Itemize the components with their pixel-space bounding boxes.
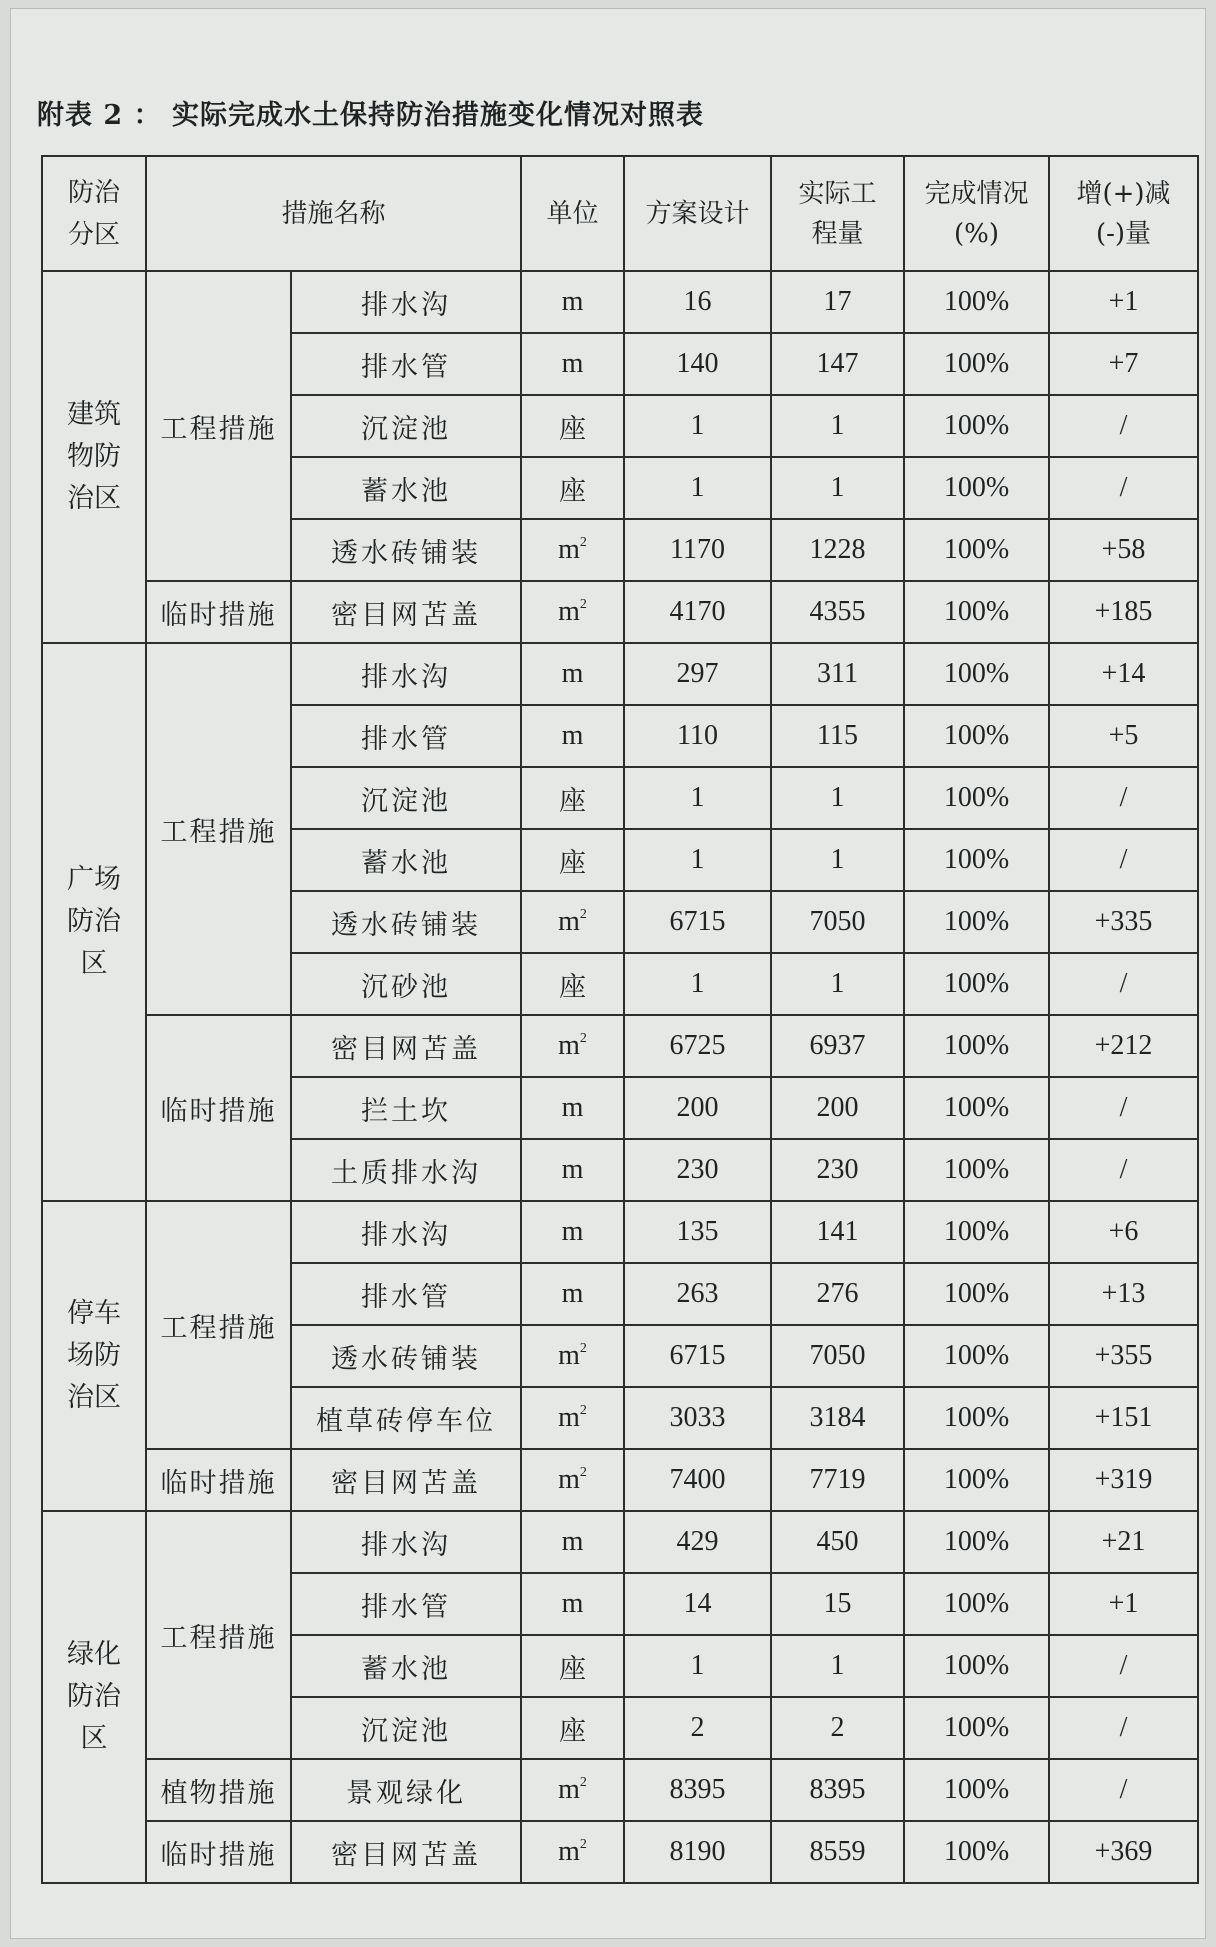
measure-name-cell: 土质排水沟	[291, 1139, 521, 1201]
diff-cell: /	[1049, 1759, 1198, 1821]
unit-cell: $m^2$	[521, 1325, 624, 1387]
diff-cell: +335	[1049, 891, 1198, 953]
table-row	[42, 1759, 1198, 1821]
table-body	[42, 271, 1198, 1883]
unit-cell: $m^2$	[521, 581, 624, 643]
actual-cell: 141	[771, 1201, 904, 1263]
category-cell: 临时措施	[146, 581, 291, 643]
table-row	[42, 1511, 1198, 1573]
plan-cell: 14	[624, 1573, 771, 1635]
unit-cell: 座	[521, 953, 624, 1015]
measure-name-cell: 排水管	[291, 1263, 521, 1325]
actual-cell: 17	[771, 271, 904, 333]
table-row	[42, 1821, 1198, 1883]
unit-cell: m	[521, 271, 624, 333]
table-row	[42, 1449, 1198, 1511]
measure-name-cell: 排水沟	[291, 643, 521, 705]
header-measure-name: 措施名称	[146, 156, 521, 271]
diff-cell: /	[1049, 829, 1198, 891]
unit-cell: m	[521, 333, 624, 395]
diff-cell: /	[1049, 953, 1198, 1015]
measure-name-cell: 蓄水池	[291, 457, 521, 519]
diff-cell: +5	[1049, 705, 1198, 767]
rate-cell: 100%	[904, 705, 1049, 767]
plan-cell: 140	[624, 333, 771, 395]
rate-cell: 100%	[904, 1573, 1049, 1635]
measures-comparison-table	[41, 155, 1199, 1884]
measure-name-cell: 透水砖铺装	[291, 1325, 521, 1387]
diff-cell: +7	[1049, 333, 1198, 395]
unit-cell: $m^2$	[521, 891, 624, 953]
rate-cell: 100%	[904, 581, 1049, 643]
diff-cell: +1	[1049, 271, 1198, 333]
diff-cell: +319	[1049, 1449, 1198, 1511]
document-page	[10, 8, 1206, 1939]
rate-cell: 100%	[904, 1201, 1049, 1263]
plan-cell: 1	[624, 953, 771, 1015]
plan-cell: 3033	[624, 1387, 771, 1449]
plan-cell: 1	[624, 829, 771, 891]
measure-name-cell: 排水沟	[291, 1201, 521, 1263]
unit-cell: m	[521, 1573, 624, 1635]
unit-cell: $m^2$	[521, 1015, 624, 1077]
measure-name-cell: 景观绿化	[291, 1759, 521, 1821]
unit-cell: m	[521, 1201, 624, 1263]
header-zone: 防治分区	[42, 156, 146, 271]
rate-cell: 100%	[904, 1697, 1049, 1759]
plan-cell: 6715	[624, 891, 771, 953]
actual-cell: 1	[771, 829, 904, 891]
table-row	[42, 271, 1198, 333]
diff-cell: +1	[1049, 1573, 1198, 1635]
measure-name-cell: 排水沟	[291, 1511, 521, 1573]
plan-cell: 6725	[624, 1015, 771, 1077]
rate-cell: 100%	[904, 767, 1049, 829]
measure-name-cell: 沉砂池	[291, 953, 521, 1015]
unit-cell: 座	[521, 829, 624, 891]
unit-cell: $m^2$	[521, 1759, 624, 1821]
diff-cell: /	[1049, 457, 1198, 519]
rate-cell: 100%	[904, 1139, 1049, 1201]
actual-cell: 450	[771, 1511, 904, 1573]
measure-name-cell: 沉淀池	[291, 1697, 521, 1759]
measure-name-cell: 透水砖铺装	[291, 891, 521, 953]
table-row	[42, 643, 1198, 705]
header-actual: 实际工程量	[771, 156, 904, 271]
rate-cell: 100%	[904, 1635, 1049, 1697]
zone-cell: 广场防治区	[42, 643, 146, 1201]
plan-cell: 200	[624, 1077, 771, 1139]
plan-cell: 263	[624, 1263, 771, 1325]
unit-cell: $m^2$	[521, 1449, 624, 1511]
unit-cell: 座	[521, 1635, 624, 1697]
diff-cell: +212	[1049, 1015, 1198, 1077]
table-row	[42, 1201, 1198, 1263]
plan-cell: 8395	[624, 1759, 771, 1821]
plan-cell: 16	[624, 271, 771, 333]
unit-cell: $m^2$	[521, 1821, 624, 1883]
table-title: 附表 2 ： 实际完成水土保持防治措施变化情况对照表	[37, 100, 704, 131]
measure-name-cell: 蓄水池	[291, 829, 521, 891]
diff-cell: +355	[1049, 1325, 1198, 1387]
plan-cell: 230	[624, 1139, 771, 1201]
plan-cell: 1	[624, 395, 771, 457]
diff-cell: /	[1049, 1139, 1198, 1201]
header-rate: 完成情况(%)	[904, 156, 1049, 271]
plan-cell: 1170	[624, 519, 771, 581]
actual-cell: 15	[771, 1573, 904, 1635]
rate-cell: 100%	[904, 333, 1049, 395]
actual-cell: 1	[771, 1635, 904, 1697]
diff-cell: /	[1049, 767, 1198, 829]
diff-cell: +185	[1049, 581, 1198, 643]
actual-cell: 200	[771, 1077, 904, 1139]
actual-cell: 1	[771, 953, 904, 1015]
unit-cell: 座	[521, 1697, 624, 1759]
category-cell: 工程措施	[146, 1511, 291, 1759]
actual-cell: 2	[771, 1697, 904, 1759]
header-unit: 单位	[521, 156, 624, 271]
unit-cell: 座	[521, 457, 624, 519]
rate-cell: 100%	[904, 1015, 1049, 1077]
measure-name-cell: 沉淀池	[291, 767, 521, 829]
measure-name-cell: 沉淀池	[291, 395, 521, 457]
plan-cell: 2	[624, 1697, 771, 1759]
category-cell: 工程措施	[146, 271, 291, 581]
rate-cell: 100%	[904, 891, 1049, 953]
actual-cell: 4355	[771, 581, 904, 643]
plan-cell: 6715	[624, 1325, 771, 1387]
measure-name-cell: 植草砖停车位	[291, 1387, 521, 1449]
plan-cell: 429	[624, 1511, 771, 1573]
measure-name-cell: 密目网苫盖	[291, 1015, 521, 1077]
rate-cell: 100%	[904, 1759, 1049, 1821]
rate-cell: 100%	[904, 1077, 1049, 1139]
measure-name-cell: 排水管	[291, 333, 521, 395]
unit-cell: $m^2$	[521, 1387, 624, 1449]
actual-cell: 7719	[771, 1449, 904, 1511]
plan-cell: 1	[624, 1635, 771, 1697]
diff-cell: /	[1049, 1697, 1198, 1759]
zone-cell: 停车场防治区	[42, 1201, 146, 1511]
actual-cell: 1	[771, 457, 904, 519]
actual-cell: 3184	[771, 1387, 904, 1449]
diff-cell: +14	[1049, 643, 1198, 705]
actual-cell: 1228	[771, 519, 904, 581]
measure-name-cell: 蓄水池	[291, 1635, 521, 1697]
category-cell: 工程措施	[146, 1201, 291, 1449]
measure-name-cell: 排水管	[291, 705, 521, 767]
diff-cell: +369	[1049, 1821, 1198, 1883]
measure-name-cell: 拦土坎	[291, 1077, 521, 1139]
rate-cell: 100%	[904, 271, 1049, 333]
measure-name-cell: 密目网苫盖	[291, 1821, 521, 1883]
plan-cell: 4170	[624, 581, 771, 643]
header-plan: 方案设计	[624, 156, 771, 271]
rate-cell: 100%	[904, 1511, 1049, 1573]
header-diff: 增(+)减(-)量	[1049, 156, 1198, 271]
zone-cell: 建筑物防治区	[42, 271, 146, 643]
rate-cell: 100%	[904, 519, 1049, 581]
measure-name-cell: 密目网苫盖	[291, 1449, 521, 1511]
category-cell: 临时措施	[146, 1449, 291, 1511]
category-cell: 临时措施	[146, 1821, 291, 1883]
diff-cell: +21	[1049, 1511, 1198, 1573]
rate-cell: 100%	[904, 1263, 1049, 1325]
unit-cell: m	[521, 705, 624, 767]
measure-name-cell: 密目网苫盖	[291, 581, 521, 643]
diff-cell: +151	[1049, 1387, 1198, 1449]
diff-cell: /	[1049, 395, 1198, 457]
actual-cell: 230	[771, 1139, 904, 1201]
rate-cell: 100%	[904, 829, 1049, 891]
actual-cell: 8395	[771, 1759, 904, 1821]
rate-cell: 100%	[904, 395, 1049, 457]
diff-cell: +6	[1049, 1201, 1198, 1263]
actual-cell: 7050	[771, 1325, 904, 1387]
measure-name-cell: 排水沟	[291, 271, 521, 333]
actual-cell: 6937	[771, 1015, 904, 1077]
actual-cell: 276	[771, 1263, 904, 1325]
rate-cell: 100%	[904, 953, 1049, 1015]
category-cell: 临时措施	[146, 1015, 291, 1201]
actual-cell: 8559	[771, 1821, 904, 1883]
measure-name-cell: 排水管	[291, 1573, 521, 1635]
actual-cell: 1	[771, 395, 904, 457]
rate-cell: 100%	[904, 1449, 1049, 1511]
diff-cell: /	[1049, 1635, 1198, 1697]
measure-name-cell: 透水砖铺装	[291, 519, 521, 581]
unit-cell: 座	[521, 767, 624, 829]
actual-cell: 147	[771, 333, 904, 395]
zone-cell: 绿化防治区	[42, 1511, 146, 1883]
plan-cell: 297	[624, 643, 771, 705]
plan-cell: 7400	[624, 1449, 771, 1511]
rate-cell: 100%	[904, 457, 1049, 519]
rate-cell: 100%	[904, 1821, 1049, 1883]
category-cell: 植物措施	[146, 1759, 291, 1821]
rate-cell: 100%	[904, 1387, 1049, 1449]
header-row	[42, 156, 1198, 271]
rate-cell: 100%	[904, 1325, 1049, 1387]
plan-cell: 1	[624, 457, 771, 519]
unit-cell: m	[521, 1077, 624, 1139]
rate-cell: 100%	[904, 643, 1049, 705]
category-cell: 工程措施	[146, 643, 291, 1015]
unit-cell: m	[521, 643, 624, 705]
plan-cell: 110	[624, 705, 771, 767]
unit-cell: m	[521, 1139, 624, 1201]
table-row	[42, 581, 1198, 643]
diff-cell: +13	[1049, 1263, 1198, 1325]
diff-cell: /	[1049, 1077, 1198, 1139]
table-row	[42, 1015, 1198, 1077]
diff-cell: +58	[1049, 519, 1198, 581]
unit-cell: m	[521, 1511, 624, 1573]
actual-cell: 1	[771, 767, 904, 829]
unit-cell: $m^2$	[521, 519, 624, 581]
unit-cell: 座	[521, 395, 624, 457]
actual-cell: 115	[771, 705, 904, 767]
unit-cell: m	[521, 1263, 624, 1325]
plan-cell: 8190	[624, 1821, 771, 1883]
plan-cell: 1	[624, 767, 771, 829]
plan-cell: 135	[624, 1201, 771, 1263]
actual-cell: 311	[771, 643, 904, 705]
actual-cell: 7050	[771, 891, 904, 953]
